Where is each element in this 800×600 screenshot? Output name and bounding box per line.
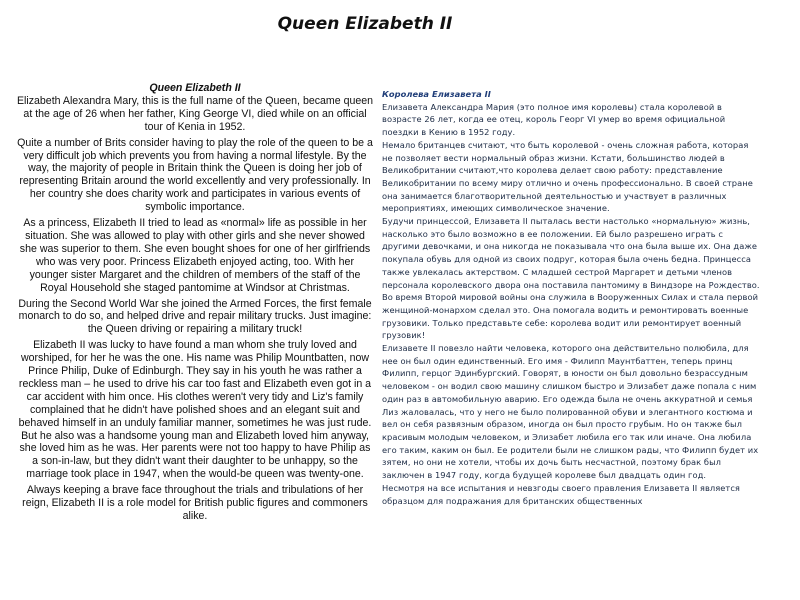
english-paragraph: Elizabeth II was lucky to have found a man whom she truly loved and worshiped, for her he was the one. His name was Philip Mountbatten, now Prince Philip, Duke of Edinburgh. They say in his youth he was rather a reckless man – he used to drive his car too fast and Elizabeth even got in a car accident with him once. His clothes weren't very tidy and Liz's family complained that he didn't have polished shoes and an elegant suit and behaved himself in an unduly familiar manner, sometimes he was just rude. But he also was a handsome young man and Elizabeth loved him anyway, she loved him as he was. Her parents were not too happy to have Philip as a son-in-law, but they didn't want their daughter to be unhappy, so the marriage took place in 1947, when the would-be queen was twenty-one. (18, 339, 372, 481)
english-paragraph: Elizabeth Alexandra Mary, this is the full name of the Queen, became queen at the age of 26 when her father, King George VI, died while on an official tour of Kenia in 1952. (16, 94, 374, 133)
english-paragraph: As a princess, Elizabeth II tried to lead as «normal» life as possible in her situation. She was allowed to play with other girls and she never showed she was superior to them. She even bought shoes for one of her girlfriends who was very poor. Princess Elizabeth enjoyed acting, too. With her younger sister Margaret and the children of members of the staff of the Royal Household she staged pantomime at Windsor at Christmas. (19, 217, 371, 294)
russian-paragraph: Елизавете II повезло найти человека, которого она действительно полюбила, для нее он был один единственный. Его имя - Филипп Маунтбаттен, теперь принц Филипп, герцог Эдинбургский. Говорят, в юности он был довольно безрассудным человеком - он водил свою машину слишком быстро и Элизабет даже попала с ним один раз в автомобильную аварию. Его одежда была не очень аккуратной и семья Лиз жаловалась, что у него не было полированной обуви и элегантного костюма и вел он себя развязным образом, иногда он был просто грубым. Но он также был красивым молодым человеком, и Элизабет любила его так или иначе. Она любила его таким, каким он был. Ее родители были не слишком рады, что Филипп будет их зятем, но они не хотели, чтобы их дочь быть несчастной, поэтому брак был заключен в 1947 году, когда будущей королеве был двадцать один год. (382, 343, 759, 481)
english-heading: Queen Elizabeth II (149, 82, 241, 94)
russian-heading: Королева Елизавета II (382, 89, 491, 99)
page-title: Queen Elizabeth II (277, 14, 453, 34)
russian-paragraph: Немало британцев считают, что быть королевой - очень сложная работа, которая не позволяет вести нормальный образ жизни. Кстати, большинство людей в Великобритании считают,что королева делает свою работу: представление Великобритании по всему миру отлично и очень профессионально. В своей стране она занимается благотворительной деятельностью и участвует в различных мероприятиях, имеющих символическое значение. (382, 139, 753, 214)
english-paragraph: During the Second World War she joined the Armed Forces, the first female monarch to do so, and helped drive and repair military trucks. Just imagine: the Queen driving or repairing a military truck! (18, 297, 372, 336)
russian-paragraph: Елизавета Александра Мария (это полное имя королевы) стала королевой в возрасте 26 лет, когда ее отец, король Георг VI умер во время официальной поездки в Кению в 1952 году. (382, 101, 726, 138)
russian-paragraph: Будучи принцессой, Елизавета II пыталась вести настолько «нормальную» жизнь, насколько это было возможно в ее положении. Ей было разрешено играть с другими девочками, и она никогда не показывала что она была выше их. Она даже покупала обувь для одной из своих подруг, которая была очень бедна. Принцесса также увлекалась актерством. С младшей сестрой Маргарет и детьми членов персонала королевского двора она поставила пантомиму в Виндзоре на Рождество. (382, 216, 760, 290)
english-paragraph: Quite a number of Brits consider having to play the role of the queen to be a very difficult job which prevents you from having a normal lifestyle. By the way, the majority of people in Britain think the Queen is doing her job of representing Britain around the world excellently and very professionally. In her country she does charity work and participates in various events of symbolic importance. (17, 136, 373, 214)
english-column (16, 82, 374, 526)
russian-paragraph: Несмотря на все испытания и невзгоды своего правления Елизавета II является образцом для подражания для британских общественных (382, 482, 740, 506)
russian-column (382, 88, 760, 507)
english-paragraph: Always keeping a brave face throughout the trials and tribulations of her reign, Elizabeth II is a role model for British public figures and commoners alike. (22, 484, 368, 522)
russian-paragraph: Во время Второй мировой войны она служила в Вооруженных Силах и стала первой женщиной-монархом сделал это. Она помогала водить и ремонтировать военные грузовики. Только представьте себе: королева водит или ремонтирует военный грузовик! (382, 292, 759, 341)
